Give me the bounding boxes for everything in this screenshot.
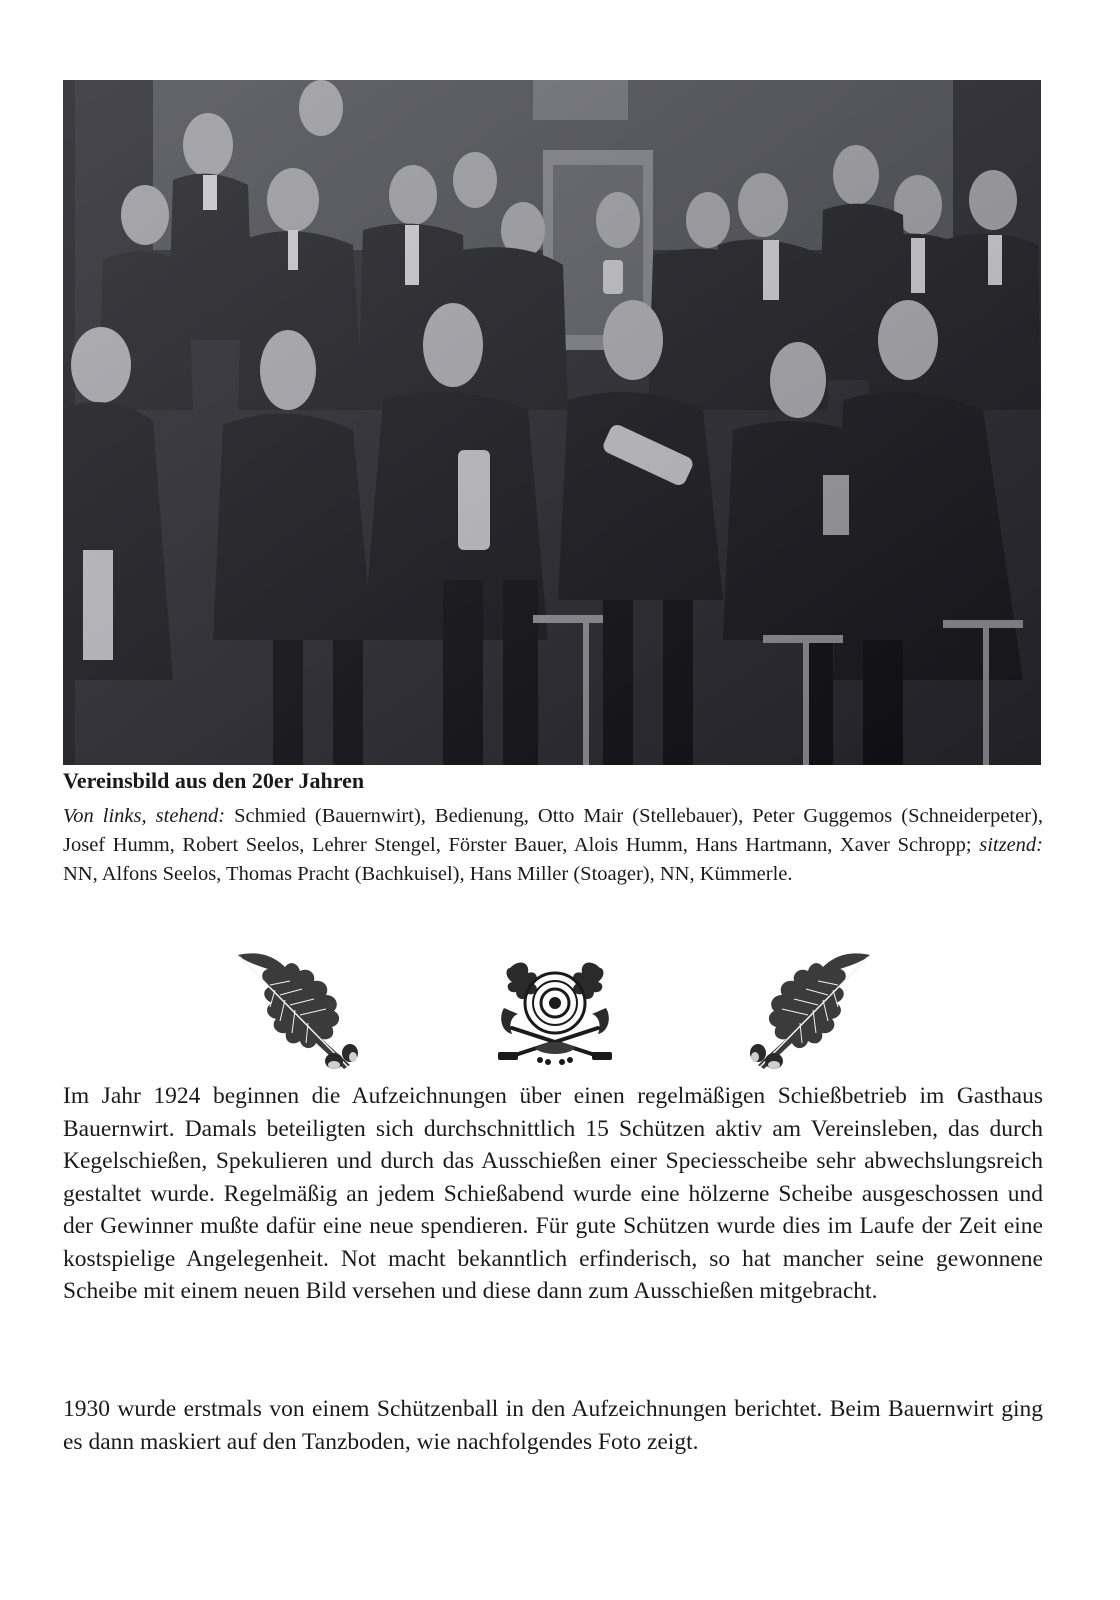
caption-sitting-names: NN, Alfons Seelos, Thomas Pracht (Bachkuisel), Hans Miller (Stoager), NN, Kümmerle. — [63, 863, 793, 885]
caption-title: Vereinsbild aus den 20er Jahren — [63, 768, 365, 793]
oak-leaf-left-icon — [230, 945, 370, 1075]
caption-prefix-sitting: sitzend: — [971, 834, 1043, 856]
group-photo — [63, 80, 1041, 765]
caption-standing-names: Schmied (Bauernwirt), Bedienung, Otto Mair (Stellebauer), Peter Guggemos (Schneiderpeter), Josef Humm, Robert Seelos, Lehrer Stengel, Förster Bauer, Alois Humm, Hans Hartmann, Xaver Schropp; — [63, 805, 1043, 856]
target-emblem-icon — [490, 948, 620, 1068]
body-paragraph-2: 1930 wurde erstmals von einem Schützenball in den Aufzeichnungen berichtet. Beim Bauernwirt ging es dann maskiert auf den Tanzboden, wie nachfolgendes Foto zeigt. — [63, 1396, 1043, 1455]
body-paragraph-1: Im Jahr 1924 beginnen die Aufzeichnungen über einen regelmäßigen Schießbetrieb im Gasthaus Bauernwirt. Damals beteiligten sich durchschnittlich 15 Schützen aktiv am Vereinsleben, das durch Kegelschießen, Spekulieren und durch das Ausschießen einer Speciesscheibe sehr abwechslungsreich gestaltet wurde. Regelmäßig an jedem Schießabend wurde eine hölzerne Scheibe ausgeschossen und der Gewinner mußte dafür eine neue spendieren. Für gute Schützen wurde dies im Laufe der Zeit eine kostspielige Angelegenheit. Not macht bekanntlich erfinderisch, so hat mancher seine gewonnene Scheibe mit einem neuen Bild versehen und diese dann zum Ausschießen mitgebracht. — [63, 1083, 1043, 1304]
caption-prefix-standing: Von links, stehend: — [63, 805, 226, 827]
group-photo-image — [63, 80, 1041, 765]
oak-leaf-right-icon — [738, 945, 878, 1075]
caption-text — [63, 802, 1043, 889]
